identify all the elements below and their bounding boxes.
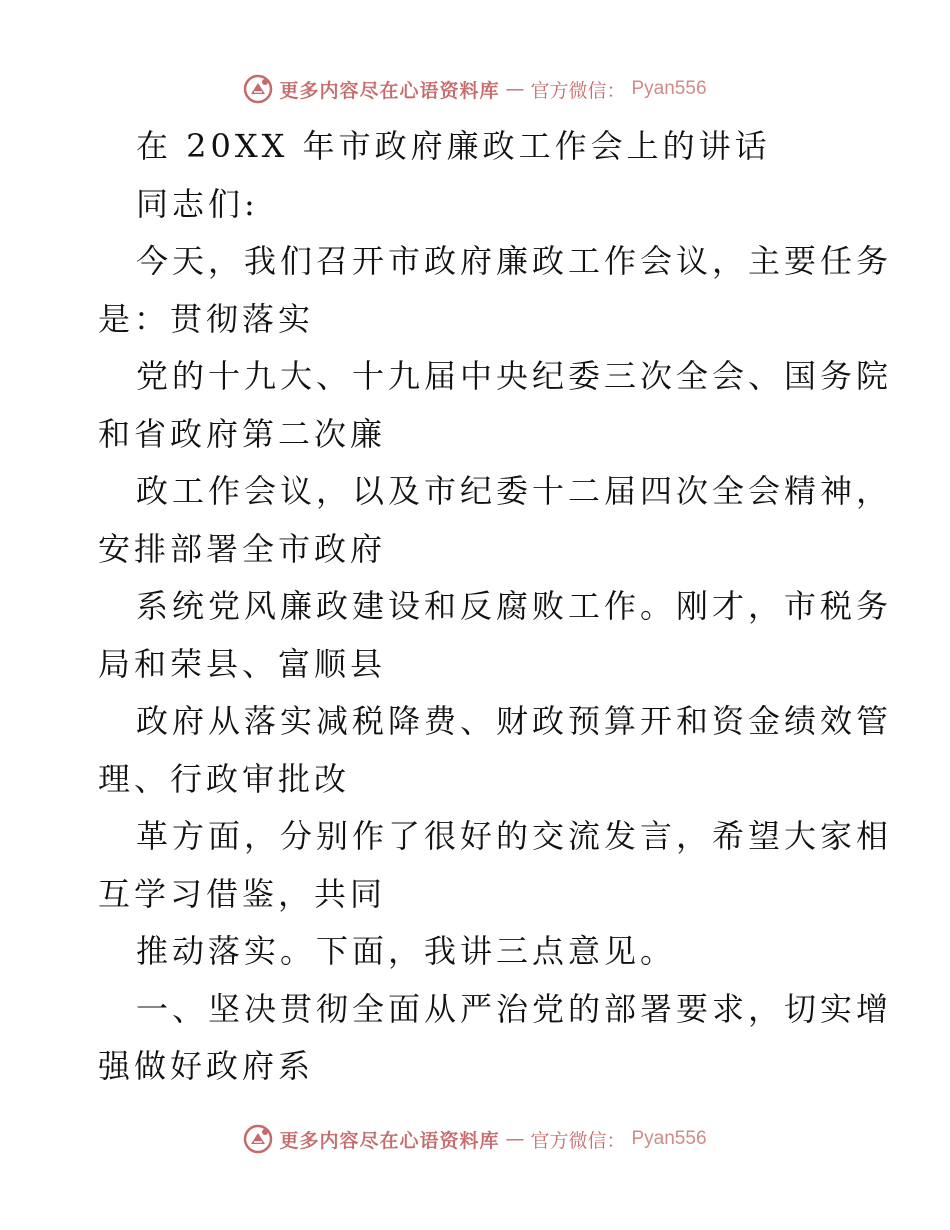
banner-main-text: 更多内容尽在心语资料库 — [279, 79, 500, 102]
paragraph-line: 革方面，分别作了很好的交流发言，希望大家相 — [136, 817, 893, 855]
banner-wechat-id: Pyan556 — [631, 1128, 707, 1149]
footer-banner — [0, 1124, 950, 1154]
paragraph-line: 系统党风廉政建设和反腐败工作。刚才，市税务 — [136, 587, 893, 625]
paragraph-line: 安排部署全市政府 — [98, 529, 387, 568]
paragraph-line: 和省政府第二次廉 — [98, 414, 387, 453]
banner-separator: — — [505, 78, 525, 100]
banner-sub-text: 官方微信： — [530, 79, 626, 102]
header-banner — [0, 74, 950, 104]
document-body — [98, 118, 893, 1096]
banner-sub-text: 官方微信： — [530, 1129, 626, 1152]
paragraph-line: 今天，我们召开市政府廉政工作会议，主要任务 — [136, 242, 893, 280]
paragraph-line: 是：贯彻落实 — [98, 299, 315, 338]
banner-separator: — — [505, 1128, 525, 1150]
section-heading-continued: 强做好政府系 — [98, 1047, 315, 1085]
salutation: 同志们: — [136, 184, 259, 223]
paragraph-line: 理、行政审批改 — [98, 759, 351, 798]
paragraph-line: 互学习借鉴，共同 — [98, 874, 387, 913]
paragraph-line: 政府从落实减税降费、财政预算开和资金绩效管 — [136, 702, 893, 740]
banner-wechat-id: Pyan556 — [631, 78, 707, 99]
paragraph-line: 推动落实。下面，我讲三点意见。 — [136, 932, 677, 970]
paragraph-line: 政工作会议，以及市纪委十二届四次全会精神， — [136, 472, 893, 510]
book-logo-icon — [243, 74, 273, 104]
section-heading: 一、坚决贯彻全面从严治党的部署要求，切实增 — [136, 989, 893, 1028]
document-title: 在 20XX 年市政府廉政工作会上的讲话 — [136, 127, 771, 165]
paragraph-line: 局和荣县、富顺县 — [98, 644, 387, 683]
banner-main-text: 更多内容尽在心语资料库 — [279, 1129, 500, 1152]
paragraph-line: 党的十九大、十九届中央纪委三次全会、国务院 — [136, 357, 893, 395]
book-logo-icon — [243, 1124, 273, 1154]
